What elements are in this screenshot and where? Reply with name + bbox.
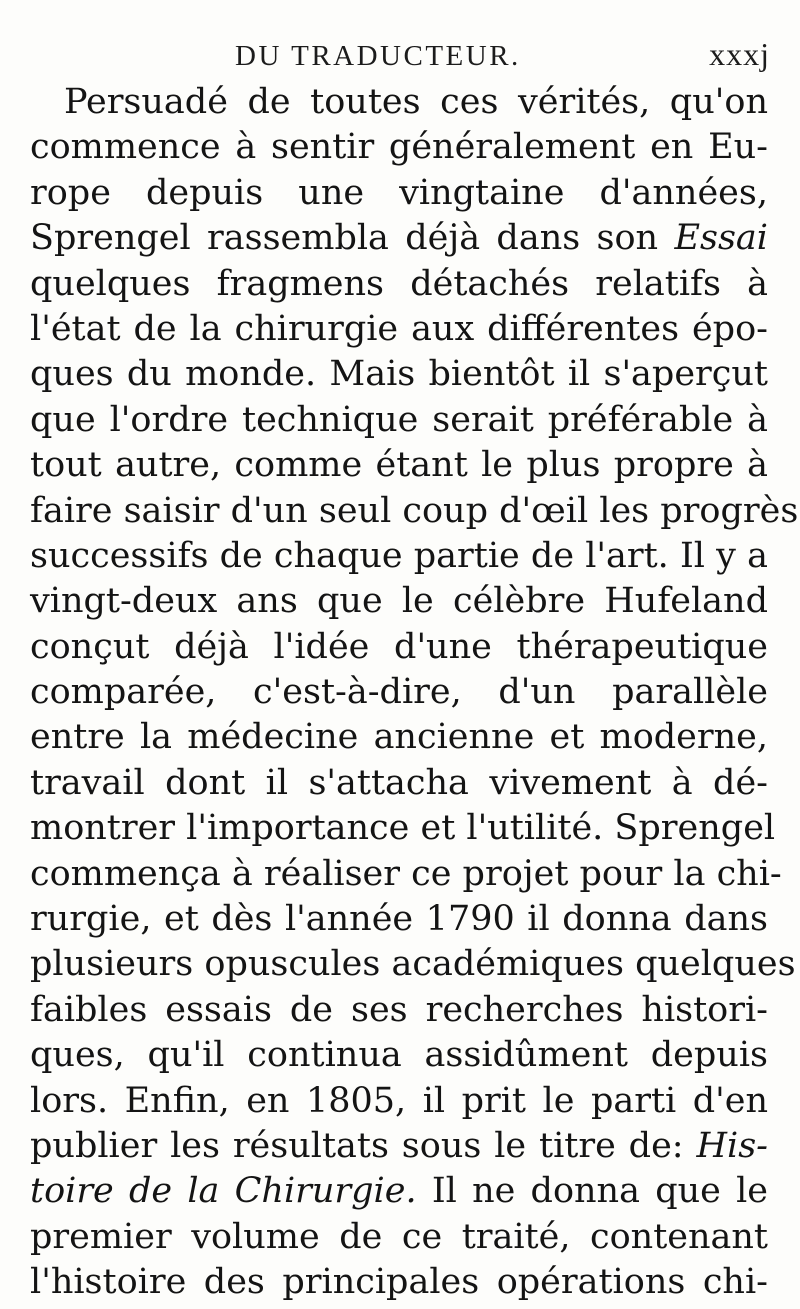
text-line: faibles essais de ses recherches histori-: [30, 989, 768, 1030]
text-line: ques du monde. Mais bientôt il s'aperçut: [30, 354, 768, 395]
text-line: ques, qu'il continua assidûment depuis: [30, 1035, 768, 1076]
text-line: comparée, c'est-à-dire, d'un parallèle: [30, 672, 768, 713]
text-line: successifs de chaque partie de l'art. Il y a: [30, 535, 768, 576]
italic-title-histoire: toire de la Chirurgie.: [30, 1171, 417, 1212]
text-line: que l'ordre technique serait préférable à: [30, 399, 768, 440]
text-line: entre la médecine ancienne et moderne,: [30, 717, 768, 758]
italic-title-his: His-: [696, 1125, 768, 1166]
text-line: [30, 1124, 768, 1169]
text-line: premier volume de ce traité, contenant: [30, 1216, 768, 1257]
text-line: commença à réaliser ce projet pour la chi-: [30, 853, 782, 894]
text-line: [30, 1169, 768, 1214]
text-line: lors. Enfin, en 1805, il prit le parti d'en: [30, 1080, 768, 1121]
text-line: montrer l'importance et l'utilité. Sprengel: [30, 808, 776, 849]
text-line: [30, 216, 768, 261]
body-paragraph: [30, 80, 799, 1306]
text-line-start: Sprengel rassembla déjà dans son: [30, 218, 675, 259]
text-line: rurgie, et dès l'année 1790 il donna dans: [30, 899, 768, 940]
text-line: vingt-deux ans que le célèbre Hufeland: [30, 581, 768, 622]
text-line: faire saisir d'un seul coup d'œil les progrès: [30, 490, 799, 531]
text-line: rope depuis une vingtaine d'années,: [30, 172, 768, 213]
running-head-title: DU TRADUCTEUR.: [235, 40, 521, 72]
text-line: travail dont il s'attacha vivement à dé-: [30, 762, 768, 803]
text-line: commence à sentir généralement en Eu-: [30, 127, 768, 168]
running-head: [30, 30, 770, 78]
text-line-start: publier les résultats sous le titre de:: [30, 1125, 697, 1166]
text-line-rest: Il ne donna que le: [416, 1171, 768, 1212]
page-number: xxxj: [709, 36, 770, 72]
text-line: plusieurs opuscules académiques quelques: [30, 944, 796, 985]
text-line: l'histoire des principales opérations chi-: [30, 1262, 768, 1303]
text-line: conçut déjà l'idée d'une thérapeutique: [30, 626, 768, 667]
italic-title-essai: Essai: [674, 218, 768, 259]
text-line: tout autre, comme étant le plus propre à: [30, 445, 768, 486]
text-line: Persuadé de toutes ces vérités, qu'on: [64, 82, 768, 122]
text-line: l'état de la chirurgie aux différentes épo-: [30, 308, 768, 349]
text-line: quelques fragmens détachés relatifs à: [30, 263, 768, 304]
